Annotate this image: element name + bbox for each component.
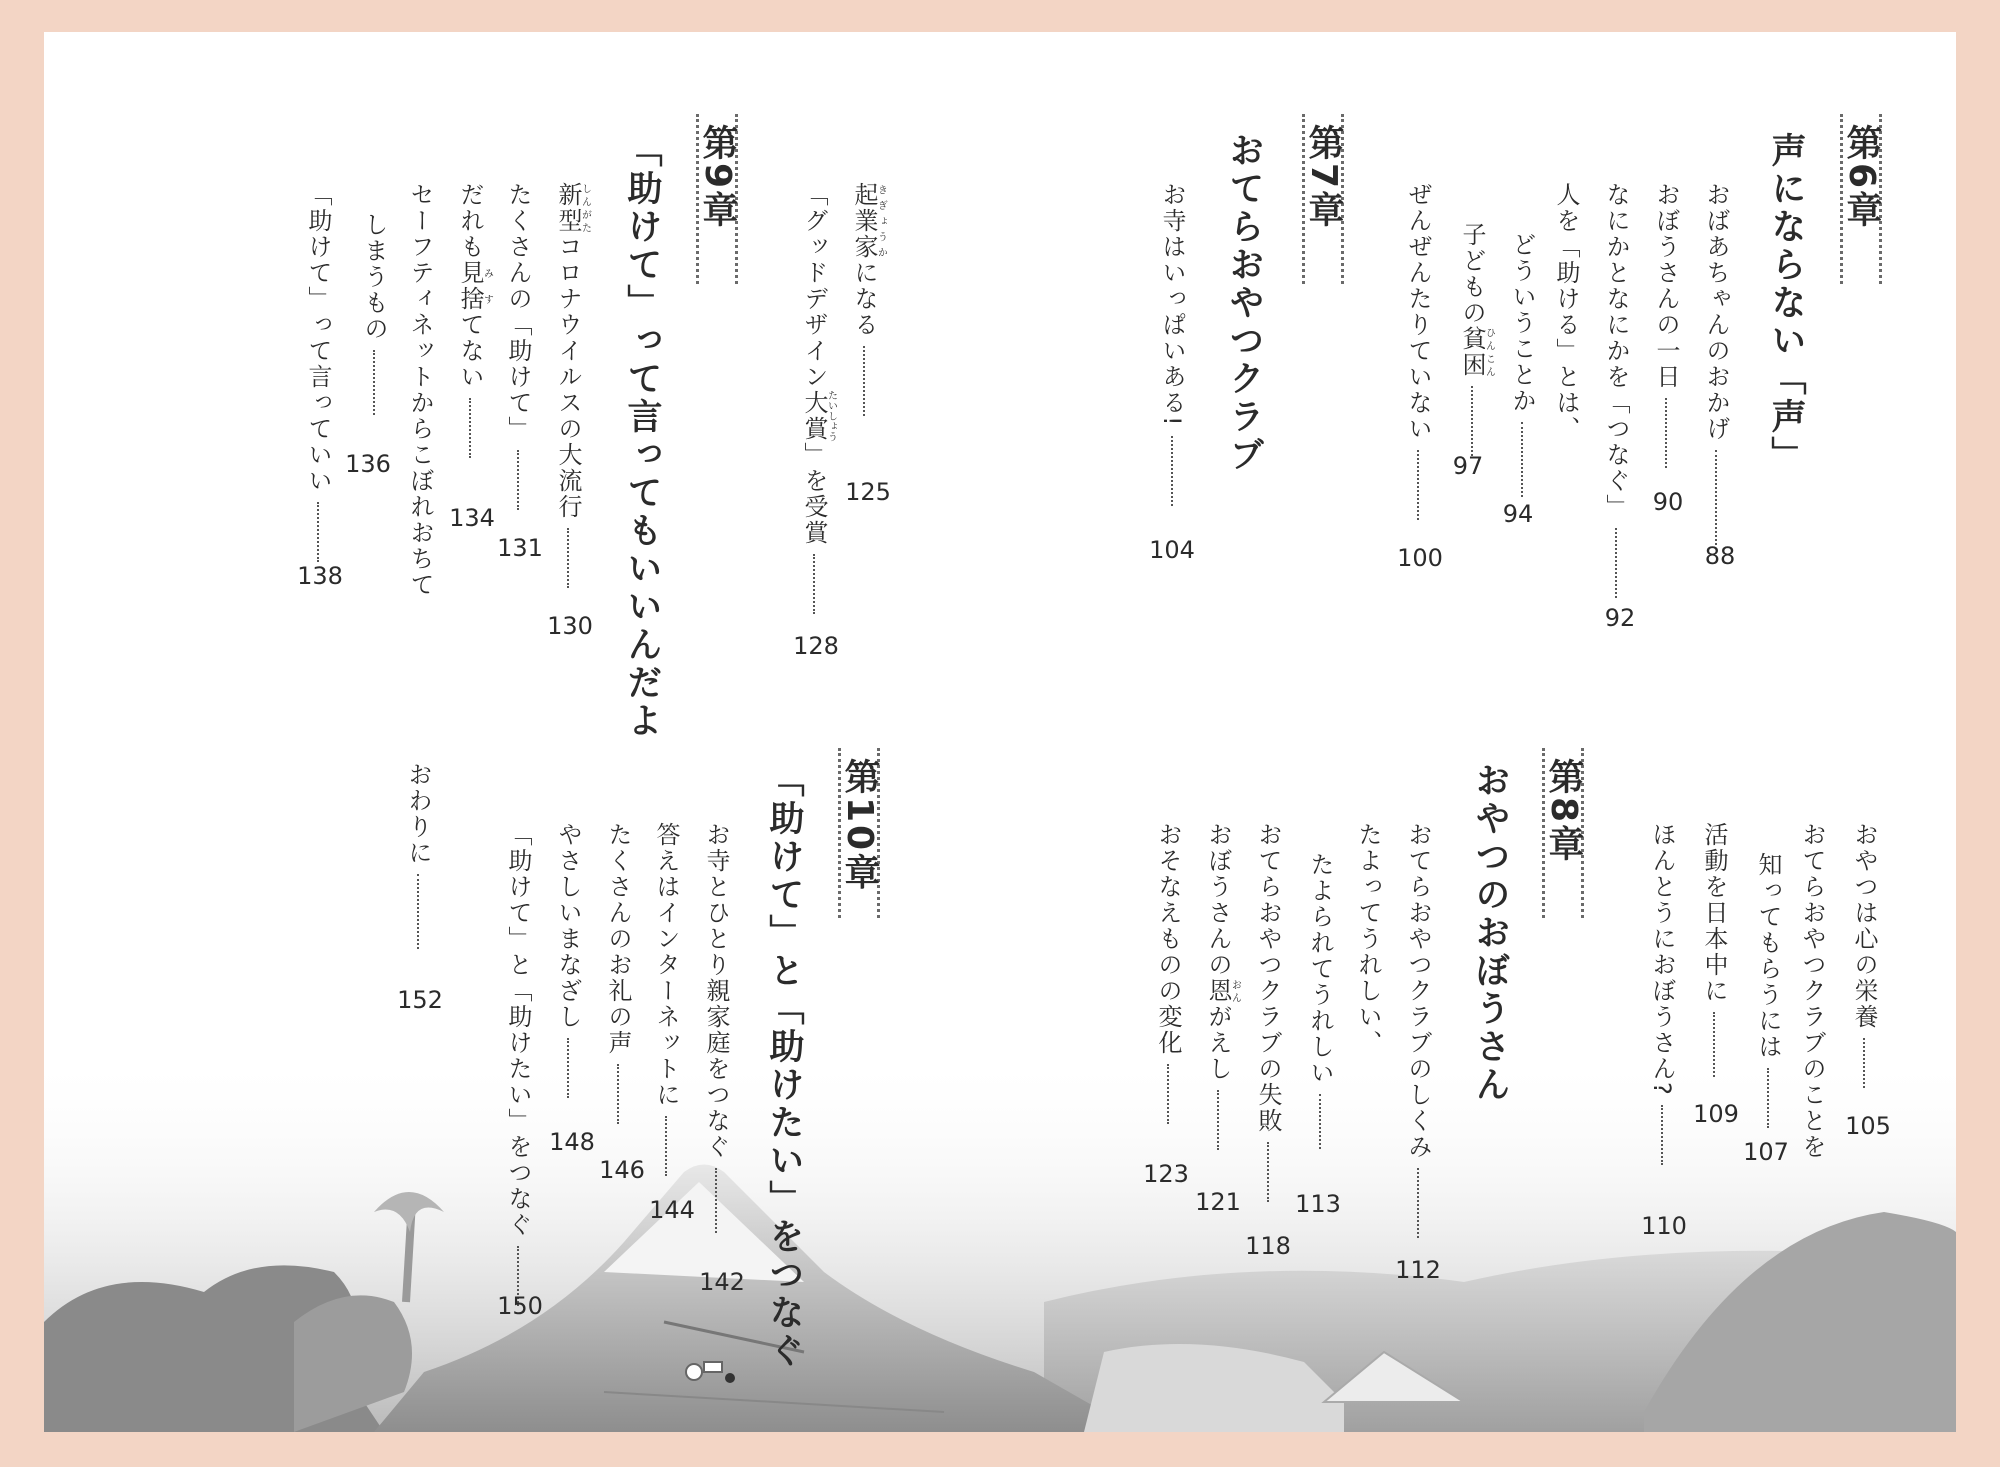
chapter-6-label: 第6章 — [1840, 114, 1882, 284]
furigana: 起業家きぎょうか — [850, 182, 887, 260]
page-number: 92 — [1604, 604, 1636, 632]
page-number: 121 — [1195, 1188, 1241, 1216]
toc-entry[interactable]: 新型しんがたコロナウイルスの大流行 — [556, 182, 590, 588]
page-number: 112 — [1395, 1256, 1441, 1284]
page-number: 130 — [547, 612, 593, 640]
page-number: 123 — [1143, 1160, 1189, 1188]
toc-entry[interactable]: 「助けて」と「助けたい」をつなぐ — [506, 822, 530, 1306]
toc-entry[interactable]: たよってうれしい、 — [1354, 822, 1382, 1056]
toc-entry[interactable]: 起業家きぎょうかになる — [852, 182, 886, 416]
page-number: 128 — [793, 632, 839, 660]
toc-entry[interactable]: おそなえものの変化 — [1156, 822, 1180, 1124]
chapter-7-title: おてらおやつクラブ — [1224, 132, 1264, 474]
chapter-6-title: 声にならない「声」 — [1766, 132, 1806, 474]
chapter-10-title: 「助けて」と「助けたい」をつなぐ — [764, 762, 804, 1370]
toc-entry[interactable]: おてらおやつクラブの失敗 — [1256, 822, 1280, 1202]
page-number: 97 — [1452, 452, 1484, 480]
toc-entry[interactable]: おてらおやつクラブのことを — [1798, 822, 1826, 1160]
toc-entry[interactable]: セーフティネットからこぼれおちて — [406, 182, 434, 598]
toc-entry[interactable]: 答えはインターネットに — [654, 822, 678, 1176]
toc-entry[interactable]: 「グッドデザイン大賞たいしょう」を受賞 — [802, 182, 836, 614]
page-number: 113 — [1295, 1190, 1341, 1218]
page-number: 105 — [1845, 1112, 1891, 1140]
toc-entry[interactable]: おばあちゃんのおかげ — [1704, 182, 1728, 545]
toc-entry[interactable]: しまうもの — [362, 212, 386, 415]
toc-entry[interactable]: 子どもの貧困ひんこん — [1460, 222, 1494, 456]
chapter-9-title: 「助けて」って言ってもいいんだよ — [622, 132, 662, 740]
chapter-8-label: 第8章 — [1542, 748, 1584, 918]
page-number: 136 — [345, 450, 391, 478]
furigana: 大賞たいしょう — [800, 390, 837, 442]
toc-entry[interactable]: だれも見捨みすてない — [458, 182, 492, 458]
furigana: 貧困ひんこん — [1458, 326, 1495, 378]
page-number: 148 — [549, 1128, 595, 1156]
toc-entry[interactable]: お寺はいっぱいある! — [1160, 182, 1184, 506]
chapter-9-label: 第9章 — [696, 114, 738, 284]
page-number: 109 — [1693, 1100, 1739, 1128]
page-number: 107 — [1743, 1138, 1789, 1166]
chapter-10-label: 第10章 — [838, 748, 880, 918]
toc-entry-closing[interactable]: おわりに — [406, 762, 430, 949]
page-number: 144 — [649, 1196, 695, 1224]
page-number: 150 — [497, 1292, 543, 1320]
toc-entry[interactable]: 知ってもらうには — [1756, 852, 1780, 1128]
toc-entry[interactable]: お寺とひとり親家庭をつなぐ — [704, 822, 728, 1233]
page-number: 104 — [1149, 536, 1195, 564]
page-number: 90 — [1652, 488, 1684, 516]
toc-entry[interactable]: なにかとなにかを「つなぐ」 — [1604, 182, 1628, 598]
toc-entry[interactable]: ほんとうにおぼうさん? — [1650, 822, 1674, 1165]
toc-entry[interactable]: やさしいまなざし — [556, 822, 580, 1098]
toc-entry[interactable]: 活動を日本中に — [1702, 822, 1726, 1077]
toc-entry[interactable]: たくさんのお礼の声 — [606, 822, 630, 1124]
furigana: 恩おん — [1204, 978, 1241, 1004]
page-number: 134 — [449, 504, 495, 532]
toc-entry[interactable]: おやつは心の栄養 — [1852, 822, 1876, 1088]
page-number: 125 — [845, 478, 891, 506]
page-number: 110 — [1641, 1212, 1687, 1240]
toc-entry[interactable]: たよられてうれしい — [1308, 852, 1332, 1149]
page-number: 138 — [297, 562, 343, 590]
toc-entry[interactable]: ぜんぜんたりていない — [1406, 182, 1430, 520]
furigana: 見捨みす — [456, 260, 493, 312]
toc-entry[interactable]: 「助けて」って言っていい — [306, 182, 330, 562]
page-number: 88 — [1704, 542, 1736, 570]
page-number: 131 — [497, 534, 543, 562]
toc-entry[interactable]: おぼうさんの一日 — [1654, 182, 1678, 468]
toc-entry[interactable]: たくさんの「助けて」 — [506, 182, 530, 510]
toc-entry[interactable]: おてらおやつクラブのしくみ — [1406, 822, 1430, 1238]
toc-entry[interactable]: おぼうさんの恩おんがえし — [1206, 822, 1240, 1150]
toc-entry[interactable]: 人を「助ける」とは、 — [1552, 182, 1580, 442]
page-number: 146 — [599, 1156, 645, 1184]
toc-entry[interactable]: どういうことか — [1510, 232, 1534, 497]
page-number: 152 — [397, 986, 443, 1014]
page-number: 118 — [1245, 1232, 1291, 1260]
chapter-8-title: おやつのおぼうさん — [1470, 762, 1510, 1104]
toc-spread — [44, 32, 1956, 1432]
chapter-7-label: 第7章 — [1302, 114, 1344, 284]
page-number: 94 — [1502, 500, 1534, 528]
page-number: 142 — [699, 1268, 745, 1296]
furigana: 新型しんがた — [554, 182, 591, 234]
page-number: 100 — [1397, 544, 1443, 572]
